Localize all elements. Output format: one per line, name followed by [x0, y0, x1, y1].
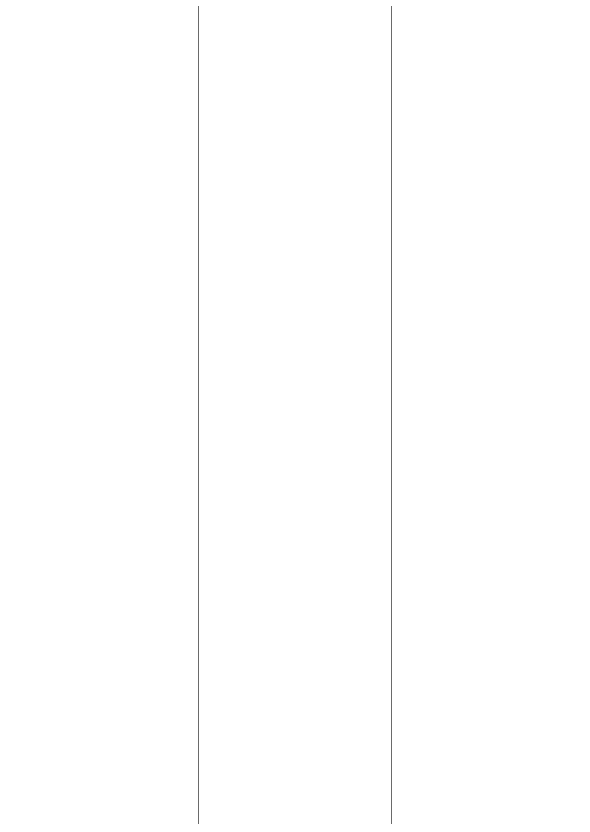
column-left — [6, 6, 199, 824]
column-middle — [199, 6, 392, 824]
column-right — [392, 6, 585, 824]
